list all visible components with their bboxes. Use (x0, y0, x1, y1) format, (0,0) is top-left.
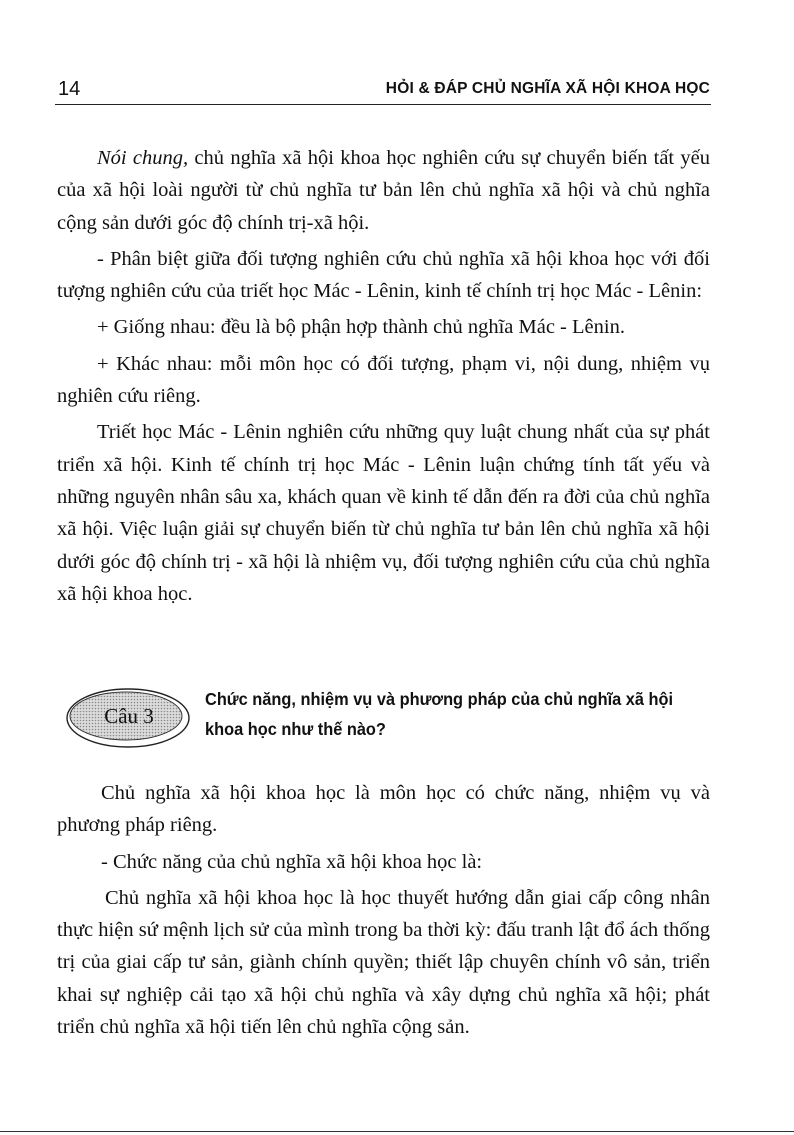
question-block (64, 684, 714, 754)
question-line-2: khoa học như thế nào? (205, 719, 386, 739)
header-rule (55, 104, 711, 105)
paragraph-intro: Chủ nghĩa xã hội khoa học là môn học có chức năng, nhiệm vụ và phương pháp riêng. (57, 782, 710, 837)
paragraph-difference: + Khác nhau: mỗi môn học có đối tượng, phạm vi, nội dung, nhiệm vụ nghiên cứu riêng. (57, 352, 710, 408)
badge-label: Câu 3 (104, 704, 154, 728)
body-section-2 (57, 777, 710, 1043)
paragraph-function-heading: - Chức năng của chủ nghĩa xã hội khoa học là: (101, 850, 483, 873)
paragraph-distinction: - Phân biệt giữa đối tượng nghiên cứu chủ nghĩa xã hội khoa học với đối tượng nghiên cứu của triết học Mác - Lênin, kinh tế chính trị học Mác - Lênin: (57, 247, 710, 303)
italic-lead: Nói chung, (97, 147, 189, 169)
page-bottom-edge (0, 1131, 794, 1132)
paragraph-philosophy: Triết học Mác - Lênin nghiên cứu những quy luật chung nhất của sự phát triển xã hội. Kinh tế chính trị học Mác - Lênin luận chứng tính tất yếu và những nguyên nhân sâu xa, khách quan về kinh tế dẫn đến ra đời của chủ nghĩa xã hội. Việc luận giải sự chuyển biến từ chủ nghĩa tư bản lên chủ nghĩa xã hội dưới góc độ chính trị - xã hội là nhiệm vụ, đối tượng nghiên cứu của chủ nghĩa xã hội khoa học. (57, 421, 710, 605)
paragraph-similarity: + Giống nhau: đều là bộ phận hợp thành chủ nghĩa Mác - Lênin. (97, 316, 625, 339)
running-head-title: HỎI & ĐÁP CHỦ NGHĨA XÃ HỘI KHOA HỌC (385, 80, 710, 97)
question-badge (64, 686, 194, 750)
paragraph-function: Chủ nghĩa xã hội khoa học là học thuyết hướng dẫn giai cấp công nhân thực hiện sứ mệnh lịch sử của mình trong ba thời kỳ: đấu tranh lật đổ ách thống trị của giai cấp tư sản, giành chính quyền; thiết lập chuyên chính vô sản, triển khai sự nghiệp cải tạo xã hội chủ nghĩa và xây dựng chủ nghĩa xã hội; phát triển chủ nghĩa xã hội tiến lên chủ nghĩa cộng sản. (57, 886, 710, 1039)
paragraph-text: chủ nghĩa xã hội khoa học nghiên cứu sự chuyển biến tất yếu của xã hội loài người từ chủ nghĩa tư bản lên chủ nghĩa xã hội và chủ nghĩa cộng sản dưới góc độ chính trị-xã hội. (57, 147, 711, 234)
question-line-1: Chức năng, nhiệm vụ và phương pháp của chủ nghĩa xã hội (205, 689, 674, 709)
page-number: 14 (58, 78, 81, 100)
question-title (205, 684, 679, 744)
body-section-1 (57, 142, 710, 610)
paragraph-nói-chung (57, 142, 710, 239)
